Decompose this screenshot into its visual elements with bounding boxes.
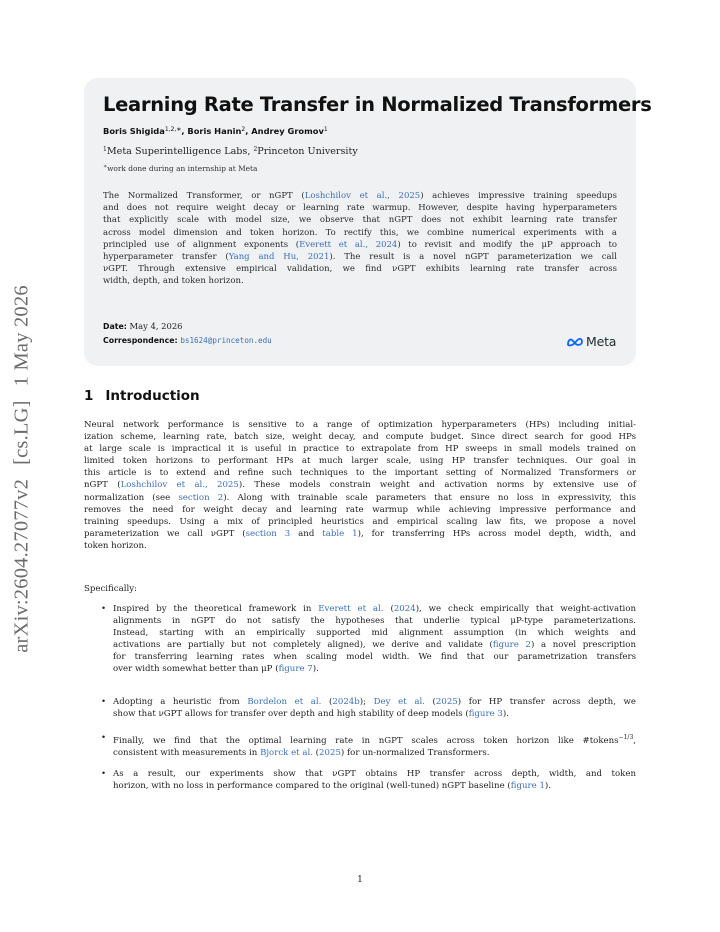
citation-link[interactable]: section 2 xyxy=(178,492,224,503)
bullet-line: horizon, with no loss in performance compared to the original (well-tuned) nGPT baseline (figure 1). xyxy=(113,781,552,792)
intro-line: training speedups. Using a mix of principled heuristics and empirical scaling law fits, we propose a novel xyxy=(84,516,636,527)
intro-line: limited token horizons to performant HPs at much larger scale, using HP transfer techniques. Our goal in xyxy=(84,456,636,467)
abstract-line: νGPT. Through extensive empirical validation, we find νGPT exhibits learning rate transfer across xyxy=(103,264,617,275)
author-sup: 1,2,∗ xyxy=(164,126,182,133)
arxiv-category: [cs.LG] xyxy=(10,400,33,465)
citation-link[interactable]: figure 1 xyxy=(510,781,545,792)
meta-logo-text: Meta xyxy=(586,334,617,349)
bullet-icon: • xyxy=(101,733,107,743)
citation-link[interactable]: Loshchilov et al., 2025 xyxy=(304,191,421,201)
affiliation-sup: 1 xyxy=(103,146,107,153)
bullet-line: Finally, we find that the optimal learning rate in nGPT scales across token horizon like #tokens$^{-1/3}$, xyxy=(113,734,636,746)
bullet-line: consistent with measurements in Bjorck et al. (2025) for un-normalized Transformers. xyxy=(113,747,490,758)
bullet-icon: • xyxy=(101,604,107,614)
paper-title: Learning Rate Transfer in Normalized Transformers xyxy=(103,93,652,116)
meta-infinity-logo-icon xyxy=(566,337,584,347)
specifically-label: Specifically: xyxy=(84,584,137,594)
author-sup: 1 xyxy=(323,126,328,133)
author-name: Andrey Gromov xyxy=(251,126,324,136)
author-name: Boris Hanin xyxy=(187,126,242,136)
citation-link[interactable]: section 3 xyxy=(245,528,291,539)
citation-link[interactable]: Bordelon et al. xyxy=(247,697,322,707)
date-row xyxy=(103,321,182,331)
citation-link[interactable]: Loshchilov et al., 2025 xyxy=(120,480,239,491)
citation-link[interactable]: Dey et al. xyxy=(373,697,425,707)
arxiv-id: arXiv:2604.27077v2 xyxy=(10,478,33,653)
citation-link[interactable]: figure 7 xyxy=(278,664,313,675)
citation-link[interactable]: 2024b xyxy=(332,697,360,707)
list-item-text xyxy=(113,696,636,720)
intro-line: normalization (see section 2). Along with trainable scale parameters that ensure no loss in expressivity, this xyxy=(84,492,637,503)
abstract-line: hyperparameter transfer (Yang and Hu, 2021). The result is a novel nGPT parameterization we call xyxy=(103,252,617,263)
intro-paragraph xyxy=(84,419,636,552)
section-number: 1 xyxy=(84,388,94,404)
citation-link[interactable]: 2024 xyxy=(393,604,416,614)
section-title: Introduction xyxy=(105,388,200,404)
meta-logo xyxy=(566,334,616,349)
abstract xyxy=(103,190,617,288)
footnote-text: work done during an internship at Meta xyxy=(107,164,258,173)
citation-link[interactable]: Bjorck et al. xyxy=(260,747,313,758)
bullet-line: As a result, our experiments show that νGPT obtains HP transfer across depth, width, and token xyxy=(113,769,636,779)
intro-line: ization scheme, learning rate, batch size, weight decay, and compute budget. Since direct search for good HPs xyxy=(84,432,636,443)
bullet-icon: • xyxy=(101,697,107,707)
citation-link[interactable]: Yang and Hu, 2021 xyxy=(228,252,330,263)
affiliation-2: Princeton University xyxy=(257,146,358,157)
bullet-line: alignments in nGPT do not satisfy the hypotheses that underlie typical μP-type parameterizations. xyxy=(113,616,636,627)
affiliation-1: Meta Superintelligence Labs, xyxy=(106,146,251,157)
arxiv-stamp xyxy=(11,271,34,653)
list-item-text xyxy=(113,732,636,759)
list-item-text xyxy=(113,768,636,792)
bullet-line: Adopting a heuristic from Bordelon et al. (2024b); Dey et al. (2025) for HP transfer across depth, we xyxy=(113,697,636,707)
bullet-line: activations are partially but not completely aligned), we derive and validate (figure 2) a novel prescription xyxy=(113,640,636,651)
footnote xyxy=(103,163,257,173)
intro-line: this article is to extend and refine such techniques to the important setting of Normalized Transformers or xyxy=(84,468,636,479)
abstract-line: principled use of alignment exponents (Everett et al., 2024) to revisit and modify the μP approach to xyxy=(103,239,617,250)
abstract-line: across model dimension and token horizon. To rectify this, we combine numerical experiments with a xyxy=(103,227,617,238)
intro-line: token horizon. xyxy=(84,540,147,551)
bullet-line: for transferring learning rates when scaling model width. We find that our parametrization transfers xyxy=(113,652,636,663)
page-number: 1 xyxy=(357,875,363,885)
bullet-line: Instead, starting with an empirically supported mid alignment assumption (in which weights and xyxy=(113,628,636,639)
list-item-text xyxy=(113,603,636,676)
footnote-sup: ∗ xyxy=(103,163,108,170)
bullet-line: Inspired by the theoretical framework in Everett et al. (2024), we check empirically that weight-activation xyxy=(113,604,637,614)
abstract-line: The Normalized Transformer, or nGPT (Loshchilov et al., 2025) achieves impressive training speedups xyxy=(103,191,617,201)
citation-link[interactable]: Everett et al. xyxy=(318,604,384,614)
affiliation-sup: 2 xyxy=(253,146,258,153)
intro-line: at large scale is impractical it is useful in practice to extrapolate from HP sweeps in small models trained on xyxy=(84,444,636,455)
intro-line: nGPT (Loshchilov et al., 2025). These models constrain weight and activation norms by extensive use of xyxy=(84,480,637,491)
citation-link[interactable]: Everett et al., 2024 xyxy=(299,239,398,250)
abstract-line: width, depth, and token horizon. xyxy=(103,276,244,287)
date-value: May 4, 2026 xyxy=(129,321,183,331)
intro-line: Neural network performance is sensitive to a range of optimization hyperparameters (HPs) including initial- xyxy=(84,420,636,430)
citation-link[interactable]: 2025 xyxy=(319,747,341,758)
bullet-line: show that νGPT allows for transfer over depth and high stability of deep models (figure 3). xyxy=(113,709,509,720)
author-list: Boris Shigida$^{1,2,∗}$, Boris Hanin$^2$, Andrey Gromov$^1$ xyxy=(103,126,328,136)
intro-line: parameterization we call νGPT (section 3 and table 1), for transferring HPs across model depth, width, and xyxy=(84,528,636,539)
correspondence-row xyxy=(103,335,272,345)
section-heading xyxy=(84,388,200,404)
correspondence-email-link[interactable]: bs1624@princeton.edu xyxy=(180,336,272,345)
bullet-icon: • xyxy=(101,769,107,779)
citation-link[interactable]: table 1 xyxy=(322,528,358,539)
citation-link[interactable]: figure 2 xyxy=(492,640,531,651)
arxiv-date: 1 May 2026 xyxy=(10,285,33,387)
date-label: Date: xyxy=(103,322,127,331)
citation-link[interactable]: figure 3 xyxy=(468,709,503,720)
citation-link[interactable]: 2025 xyxy=(435,697,458,707)
affiliations xyxy=(103,146,358,157)
bullet-line: over width somewhat better than μP (figure 7). xyxy=(113,664,319,675)
superscript: −1/3 xyxy=(618,734,634,741)
author-name: Boris Shigida xyxy=(103,126,165,136)
abstract-line: and does not require weight decay or learning rate warmup. However, despite having hyperparameters xyxy=(103,203,617,214)
correspondence-label: Correspondence: xyxy=(103,336,178,345)
abstract-line: that explicitly scale with model size, we observe that nGPT does not exhibit learning rate transfer xyxy=(103,215,617,226)
author-sup: 2 xyxy=(241,126,246,133)
intro-line: removes the need for weight decay and learning rate warmup while achieving impressive performance and xyxy=(84,504,636,515)
